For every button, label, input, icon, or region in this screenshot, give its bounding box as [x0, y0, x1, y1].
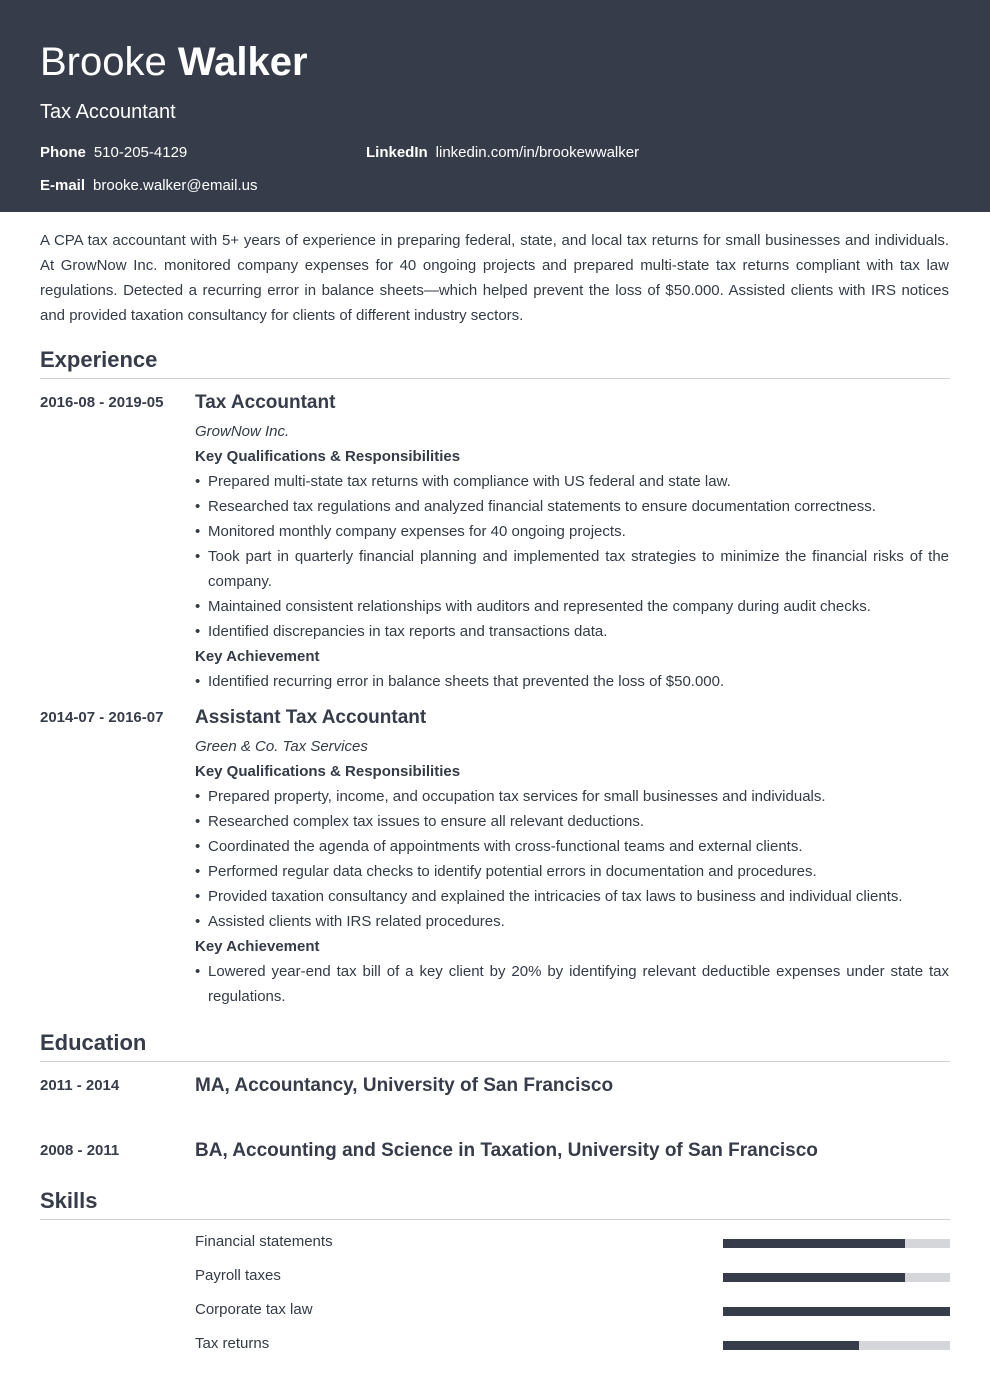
contact-email: [40, 177, 257, 194]
first-name: Brooke: [40, 40, 167, 84]
list-item: • Maintained consistent relationships with auditors and represented the company during audit checks.: [195, 594, 949, 619]
skill-row: [195, 1265, 950, 1287]
skill-name: Payroll taxes: [195, 1267, 281, 1284]
job-dates: 2016-08 - 2019-05: [40, 394, 164, 411]
achievement-heading: Key Achievement: [195, 938, 320, 955]
job-details: [195, 707, 949, 1009]
skill-name: Tax returns: [195, 1335, 270, 1352]
job-role: Assistant Tax Accountant: [195, 707, 427, 728]
skill-level-fill: [723, 1273, 905, 1282]
list-item: • Performed regular data checks to identify potential errors in documentation and procedures.: [195, 859, 949, 884]
responsibilities-heading: Key Qualifications & Responsibilities: [195, 448, 461, 465]
list-item: • Prepared property, income, and occupation tax services for small businesses and individuals.: [195, 784, 949, 809]
email-label: E-mail: [40, 177, 86, 194]
job-company: GrowNow Inc.: [195, 423, 290, 440]
experience-entry: [40, 392, 949, 694]
skill-row: [195, 1231, 950, 1253]
skill-level-fill: [723, 1341, 859, 1350]
skill-name: Corporate tax law: [195, 1301, 313, 1318]
phone-value: 510-205-4129: [93, 144, 188, 161]
responsibilities-list: [195, 784, 949, 934]
list-item: • Assisted clients with IRS related procedures.: [195, 909, 949, 934]
education-heading: Education: [40, 1029, 950, 1062]
experience-heading: Experience: [40, 346, 950, 379]
education-entry: [40, 1075, 949, 1097]
skill-level-bar: [723, 1307, 950, 1316]
education-dates: 2011 - 2014: [40, 1077, 120, 1094]
contact-info: [40, 144, 950, 210]
list-item: • Coordinated the agenda of appointments with cross-functional teams and external clients.: [195, 834, 949, 859]
phone-label: Phone: [40, 144, 86, 161]
skills-heading: Skills: [40, 1187, 950, 1220]
education-dates: 2008 - 2011: [40, 1142, 120, 1159]
last-name: Walker: [177, 40, 308, 84]
job-company: Green & Co. Tax Services: [195, 738, 368, 755]
skill-level-fill: [723, 1307, 950, 1316]
experience-entry: [40, 707, 949, 1009]
list-item: • Provided taxation consultancy and explained the intricacies of tax laws to business and individual clients.: [195, 884, 949, 909]
profile-summary: A CPA tax accountant with 5+ years of experience in preparing federal, state, and local tax returns for small businesses and individuals. At GrowNow Inc. monitored company expenses for 40 ongoing projects and prepared multi-state tax returns compliant with tax law regulations. Detected a recurring error in balance sheets—which helped prevent the loss of $50.000. Assisted clients with IRS notices and provided taxation consultancy for clients of different industry sectors.: [40, 232, 949, 324]
contact-linkedin: [366, 144, 639, 161]
education-entry: [40, 1140, 949, 1162]
job-dates: 2014-07 - 2016-07: [40, 709, 164, 726]
job-details: [195, 392, 949, 694]
responsibilities-list: [195, 469, 949, 644]
skill-row: [195, 1299, 950, 1321]
skill-row: [195, 1333, 950, 1355]
skill-level-fill: [723, 1239, 905, 1248]
candidate-name: [40, 40, 950, 84]
list-item: • Identified recurring error in balance sheets that prevented the loss of $50.000.: [195, 669, 949, 694]
email-link[interactable]: brooke.walker@email.us: [93, 177, 258, 194]
achievement-heading: Key Achievement: [195, 648, 320, 665]
education-degree: BA, Accounting and Science in Taxation, University of San Francisco: [195, 1140, 818, 1161]
resume-header: [0, 0, 990, 212]
skill-level-bar: [723, 1341, 950, 1350]
responsibilities-heading: Key Qualifications & Responsibilities: [195, 763, 461, 780]
contact-phone: [40, 144, 187, 161]
skill-level-bar: [723, 1273, 950, 1282]
list-item: • Researched tax regulations and analyzed financial statements to ensure documentation correctness.: [195, 494, 949, 519]
education-degree: MA, Accountancy, University of San Francisco: [195, 1075, 614, 1096]
achievements-list: [195, 669, 949, 694]
linkedin-label: LinkedIn: [366, 144, 428, 161]
job-role: Tax Accountant: [195, 392, 336, 413]
list-item: • Monitored monthly company expenses for 40 ongoing projects.: [195, 519, 949, 544]
skill-level-bar: [723, 1239, 950, 1248]
linkedin-link[interactable]: linkedin.com/in/brookewwalker: [435, 144, 640, 161]
list-item: • Lowered year-end tax bill of a key client by 20% by identifying relevant deductible expenses under state tax regulations.: [195, 959, 949, 1009]
list-item: • Prepared multi-state tax returns with compliance with US federal and state law.: [195, 469, 949, 494]
job-title: Tax Accountant: [40, 101, 176, 123]
achievements-list: [195, 959, 949, 1009]
skill-name: Financial statements: [195, 1233, 333, 1250]
list-item: • Researched complex tax issues to ensure all relevant deductions.: [195, 809, 949, 834]
list-item: • Identified discrepancies in tax reports and transactions data.: [195, 619, 949, 644]
list-item: • Took part in quarterly financial planning and implemented tax strategies to minimize the financial risks of the company.: [195, 544, 949, 594]
